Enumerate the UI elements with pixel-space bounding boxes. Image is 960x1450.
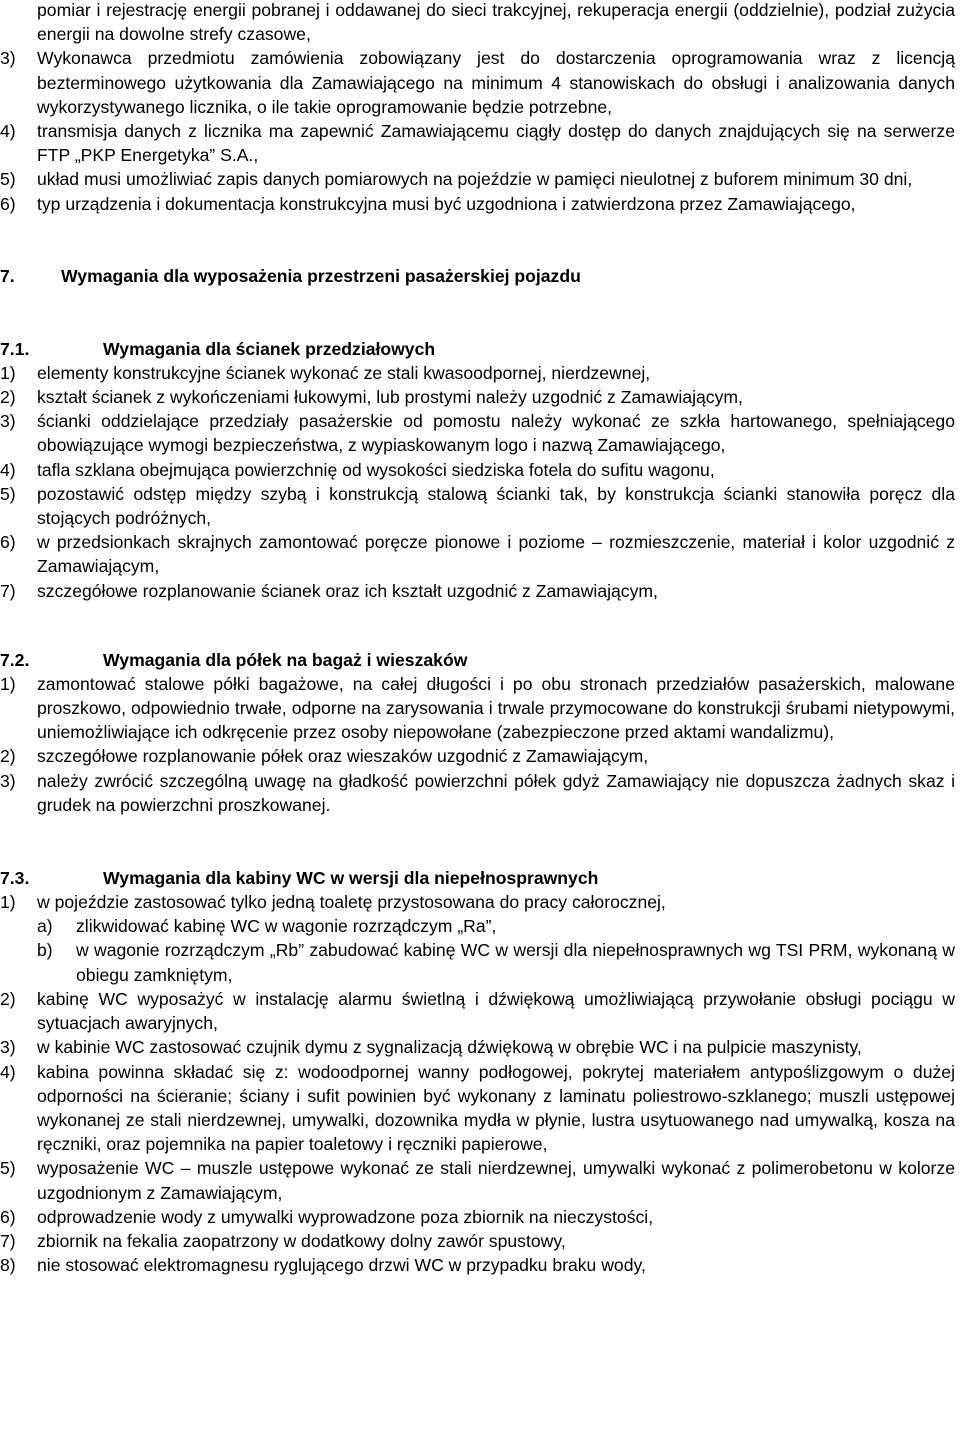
item-number: 2): [0, 746, 16, 767]
item-text: typ urządzenia i dokumentacja konstrukcyjna musi być uzgodniona i zatwierdzona przez Zamawiającego,: [37, 193, 856, 214]
item-text: pozostawić odstęp między szybą i konstrukcją stalową ścianki tak, by konstrukcja ścianki stanowiła poręcz dla stojących podróżnych,: [37, 483, 955, 529]
section-heading-7-3: [0, 866, 960, 890]
item-number: 6): [0, 193, 16, 214]
item-text: ścianki oddzielające przedziały pasażerskie od pomostu należy wykonać ze szkła hartowanego, spełniającego obowiązujące wymogi bezpieczeństwa, z wypiaskowanym logo i nazwą Zamawiającego,: [37, 411, 955, 456]
list-item: [0, 672, 955, 745]
item-text: transmisja danych z licznika ma zapewnić Zamawiającemu ciągły dostęp do danych znajdujących się na serwerze FTP „PKP Energetyka” S.A.,: [37, 121, 955, 166]
list-item: [0, 579, 955, 603]
item-text: w przedsionkach skrajnych zamontować poręcze pionowe i poziome – rozmieszczenie, materiał i kolor uzgodnić z Zamawiającym,: [37, 532, 955, 577]
list-item: [0, 890, 955, 914]
item-number: 5): [0, 483, 16, 504]
list-item: [0, 409, 955, 457]
section-heading-7-1: [0, 337, 960, 361]
list-item: [0, 1253, 955, 1277]
item-text: kabinę WC wyposażyć w instalację alarmu świetlną i dźwiękową umożliwiającą przywołanie obsługi pociągu w sytuacjach awaryjnych,: [37, 988, 955, 1034]
item-text: w kabinie WC zastosować czujnik dymu z sygnalizacją dźwiękową w obrębie WC i na pulpicie maszynisty,: [37, 1037, 862, 1058]
section-heading-7: [0, 264, 960, 288]
sub-list-item: [0, 914, 955, 938]
section-number: 7.1.: [0, 338, 30, 359]
section-number: 7.: [0, 265, 15, 286]
item-number: 5): [0, 169, 16, 190]
list-item: [0, 361, 955, 385]
section-heading-7-2: [0, 648, 960, 672]
item-number: 2): [0, 387, 16, 408]
item-number: 3): [0, 48, 16, 69]
section-title: Wymagania dla wyposażenia przestrzeni pasażerskiej pojazdu: [61, 265, 581, 286]
item-text: nie stosować elektromagnesu ryglującego drzwi WC w przypadku braku wody,: [37, 1255, 646, 1276]
list-item: [0, 744, 955, 768]
list-item: [0, 192, 955, 216]
section-number: 7.2.: [0, 649, 30, 670]
item-text: zamontować stalowe półki bagażowe, na całej długości i po obu stronach przedziałów pasażerskich, malowane proszkowo, odpowiednio trwałe, odporne na zarysowania i trwale przymocowane do konstrukcji śrubami nietypowymi, uniemożliwiające ich odkręcenie przez osoby niepowołane (zabezpieczone przed aktami wandalizmu),: [37, 673, 955, 743]
list-item: [0, 1229, 955, 1253]
item-text: kształt ścianek z wykończeniami łukowymi, lub prostymi należy uzgodnić z Zamawiającym,: [37, 387, 743, 408]
item-text: kabina powinna składać się z: wodoodpornej wanny podłogowej, pokrytej materiałem antypoślizgowym o dużej odporności na ścieranie; ściany i sufit powinien być wykonany z laminatu poliestrowo-szklanego; muszli ustępowej wykonanej ze stali nierdzewnej, umywalki, dozownika mydła w płynie, lustra usytuowanego nad umywalką, kosza na ręczniki, oraz pojemnika na papier toaletowy i ręczniki papierowe,: [37, 1061, 955, 1155]
list-item: [0, 530, 955, 578]
list-item: [0, 482, 955, 530]
list-item: [0, 458, 955, 482]
section-title: Wymagania dla półek na bagaż i wieszaków: [103, 649, 468, 670]
item-number: 7): [0, 1230, 16, 1251]
list-item: [0, 167, 955, 191]
item-text: odprowadzenie wody z umywalki wyprowadzone poza zbiornik na nieczystości,: [37, 1206, 654, 1227]
item-number: 4): [0, 459, 16, 480]
item-number: 1): [0, 362, 16, 383]
sub-list-item: [0, 938, 955, 986]
item-text: zbiornik na fekalia zaopatrzony w dodatkowy dolny zawór spustowy,: [37, 1230, 566, 1251]
item-text: tafla szklana obejmująca powierzchnię od wysokości siedziska fotela do sufitu wagonu,: [37, 459, 715, 480]
item-text: elementy konstrukcyjne ścianek wykonać ze stali kwasoodpornej, nierdzewnej,: [37, 362, 651, 383]
item-text: w pojeździe zastosować tylko jedną toaletę przystosowana do pracy całorocznej,: [37, 892, 666, 913]
item-text: układ musi umożliwiać zapis danych pomiarowych na pojeździe w pamięci nieulotnej z buforem minimum 30 dni,: [37, 169, 913, 190]
list-item: [0, 987, 955, 1035]
list-item: [0, 1060, 955, 1157]
item-text: zlikwidować kabinę WC w wagonie rozrządczym „Ra”,: [76, 916, 497, 937]
item-number: 3): [0, 411, 16, 432]
item-number: 3): [0, 1037, 16, 1058]
item-text: Wykonawca przedmiotu zamówienia zobowiązany jest do dostarczenia oprogramowania wraz z licencją bezterminowego użytkowania dla Zamawiającego na minimum 4 stanowiskach do obsługi i analizowania danych wykorzystywanego licznika, o ile takie oprogramowanie będzie potrzebne,: [37, 48, 955, 117]
list-item: [0, 1035, 955, 1059]
item-number: 1): [0, 892, 16, 913]
item-text: szczegółowe rozplanowanie półek oraz wieszaków uzgodnić z Zamawiającym,: [37, 746, 649, 767]
item-text: wyposażenie WC – muszle ustępowe wykonać ze stali nierdzewnej, umywalki wykonać z polimerobetonu w kolorze uzgodnionym z Zamawiającym,: [37, 1158, 955, 1203]
item-number: 6): [0, 532, 16, 553]
list-item: [0, 119, 955, 167]
item-text: szczegółowe rozplanowanie ścianek oraz ich kształt uzgodnić z Zamawiającym,: [37, 580, 658, 601]
item-number: 4): [0, 1061, 16, 1082]
item-letter: a): [37, 916, 53, 937]
item-number: 2): [0, 988, 16, 1009]
list-item: [0, 46, 955, 119]
item-number: 8): [0, 1255, 16, 1276]
section-number: 7.3.: [0, 868, 30, 889]
section-title: Wymagania dla kabiny WC w wersji dla niepełnosprawnych: [103, 868, 599, 889]
item-letter: b): [37, 940, 53, 961]
intro-paragraph: pomiar i rejestrację energii pobranej i oddawanej do sieci trakcyjnej, rekuperacja energii (oddzielnie), podział zużycia energii na dowolne strefy czasowe,: [37, 0, 955, 45]
item-text: w wagonie rozrządczym „Rb” zabudować kabinę WC w wersji dla niepełnosprawnych wg TSI PRM, wykonaną w obiegu zamkniętym,: [76, 940, 955, 985]
item-number: 5): [0, 1158, 16, 1179]
list-item: [0, 1205, 955, 1229]
section-title: Wymagania dla ścianek przedziałowych: [103, 338, 436, 359]
item-text: należy zwrócić szczególną uwagę na gładkość powierzchni półek gdyż Zamawiający nie dopuszcza żadnych skaz i grudek na powierzchni proszkowanej.: [37, 770, 955, 815]
list-item: [0, 385, 955, 409]
list-item: [0, 769, 955, 817]
item-number: 6): [0, 1206, 16, 1227]
item-number: 3): [0, 770, 16, 791]
item-number: 4): [0, 121, 16, 142]
item-number: 7): [0, 580, 16, 601]
list-item: [0, 1156, 955, 1204]
item-number: 1): [0, 673, 16, 694]
